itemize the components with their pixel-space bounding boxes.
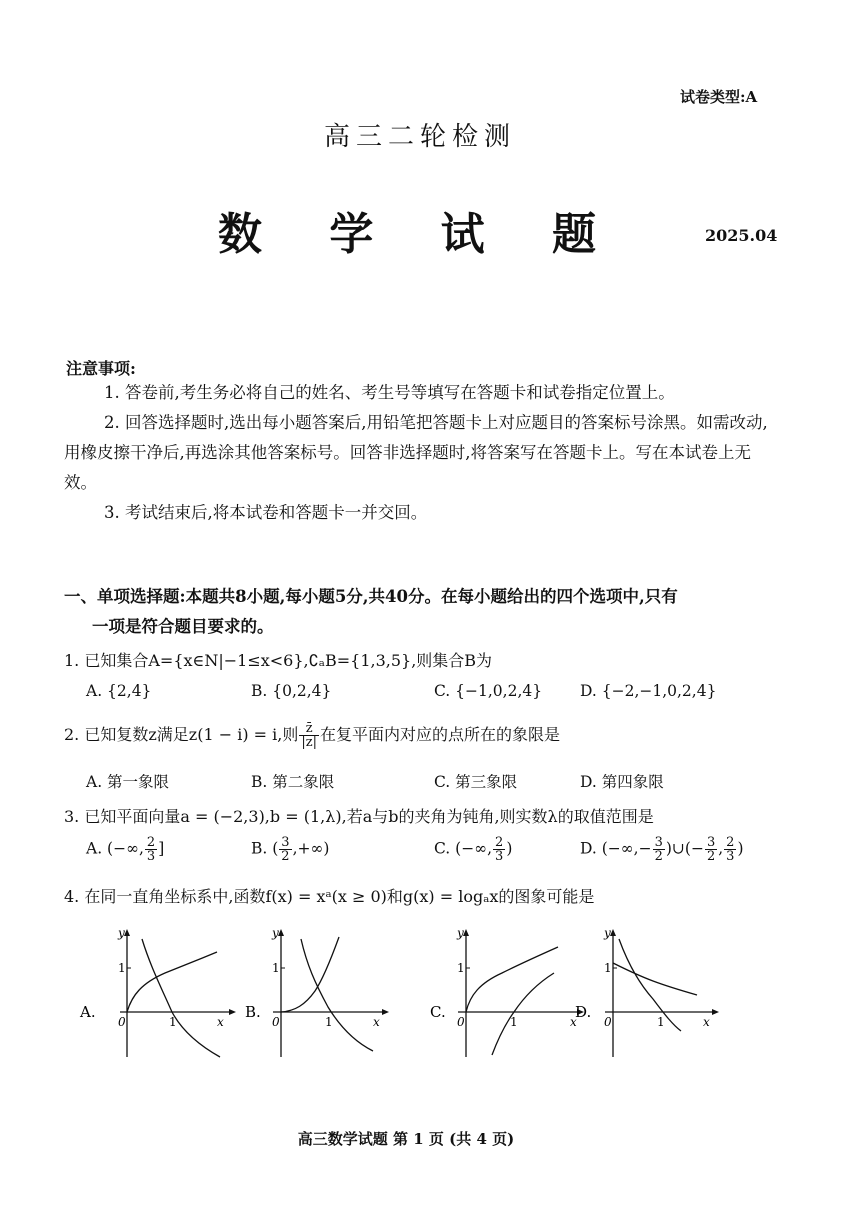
q2-fraction: [299, 722, 319, 749]
q4-graph-c: [430, 925, 590, 1065]
q4-graph-b: [245, 925, 395, 1065]
q3b-den: 2: [281, 849, 290, 864]
q1-option-c: C. {−1,0,2,4}: [434, 682, 543, 700]
graph-a-origin: 0: [118, 1015, 126, 1029]
q3d-num-1: 3: [654, 835, 663, 850]
q3a-frac: [145, 836, 157, 863]
q3d-frac-1: [653, 836, 665, 863]
graph-b-y-label: y: [272, 926, 279, 940]
q3d-den-3: 3: [726, 849, 735, 864]
graph-d-y-label: y: [604, 926, 611, 940]
graph-a-label: A.: [80, 1003, 96, 1021]
graph-d-label: D.: [575, 1003, 592, 1021]
question-1-stem: 1. 已知集合A={x∈N|−1≤x<6},∁ₐB={1,3,5},则集合B为: [64, 651, 493, 670]
graph-b-one-x: 1: [325, 1015, 333, 1029]
q3c-num: 2: [495, 835, 504, 850]
q3c-pre: C. (−∞,: [434, 839, 493, 858]
q3-option-c: [434, 836, 512, 863]
q2-frac-den: |z|: [301, 735, 317, 750]
q2-stem-post: 在复平面内对应的点所在的象限是: [319, 725, 560, 744]
q4-graph-a: [80, 925, 240, 1065]
notice-item-2: 2. 回答选择题时,选出每小题答案后,用铅笔把答题卡上对应题目的答案标号涂黑。如需改动,用橡皮擦干净后,再选涂其他答案标号。回答非选择题时,将答案写在答题卡上。写在本试卷上无效。: [64, 413, 768, 492]
question-3-options: [86, 836, 766, 872]
graph-a-x-label: x: [217, 1015, 224, 1029]
q3b-num: 3: [281, 835, 290, 850]
graph-d-one-x: 1: [657, 1015, 665, 1029]
notice-heading: 注意事项:: [66, 359, 136, 378]
graph-d-x-label: x: [703, 1015, 710, 1029]
q3c-frac: [493, 836, 505, 863]
q4-graph-d: [575, 925, 725, 1065]
q3d-num-2: 3: [706, 835, 716, 850]
graph-c-label: C.: [430, 1003, 446, 1021]
q2-frac-num: z̄: [299, 722, 319, 736]
graph-c-one-x: 1: [510, 1015, 518, 1029]
q3d-frac-3: [724, 836, 736, 863]
q1-option-b: B. {0,2,4}: [251, 682, 332, 700]
q3a-num: 2: [146, 835, 156, 850]
q3b-post: ,+∞): [292, 839, 330, 858]
q1-option-a: A. {2,4}: [86, 682, 152, 700]
paper-type-label: 试卷类型:A: [680, 88, 758, 106]
question-4-stem: 4. 在同一直角坐标系中,函数f(x) = xᵃ(x ≥ 0)和g(x) = logₐx的图象可能是: [64, 887, 595, 906]
graph-c-one-y: 1: [457, 961, 465, 975]
q2-option-d: D. 第四象限: [580, 773, 664, 791]
graph-b-one-y: 1: [272, 961, 280, 975]
q3-option-d: [580, 836, 744, 863]
notice-item-1: 1. 答卷前,考生务必将自己的姓名、考生号等填写在答题卡和试卷指定位置上。: [104, 383, 675, 402]
q3b-frac: [279, 836, 291, 863]
graph-c-x-label: x: [570, 1015, 577, 1029]
q3d-mid: )∪(−: [665, 839, 704, 858]
q2-option-c: C. 第三象限: [434, 773, 518, 791]
graph-d-one-y: 1: [604, 961, 612, 975]
q3d-post: ): [737, 839, 744, 858]
q3d-pre: D. (−∞,−: [580, 839, 652, 858]
q3a-post: ]: [158, 839, 165, 858]
q3d-frac-2: [705, 836, 717, 863]
question-2-stem: [64, 722, 784, 749]
q3c-den: 3: [495, 849, 504, 864]
section-1-heading-line1: 一、单项选择题:本题共8小题,每小题5分,共40分。在每小题给出的四个选项中,只有: [64, 587, 678, 606]
graph-b-label: B.: [245, 1003, 261, 1021]
exam-subtitle: 高三二轮检测: [323, 122, 516, 152]
question-2-options: [86, 770, 766, 790]
q3d-den-2: 2: [706, 849, 716, 864]
q3-option-b: [251, 836, 329, 863]
q2-option-a: A. 第一象限: [86, 773, 170, 791]
question-1-options: [86, 682, 766, 702]
page-footer: 高三数学试题 第 1 页 (共 4 页): [297, 1130, 515, 1148]
q3d-den-1: 2: [654, 849, 663, 864]
graph-c-origin: 0: [457, 1015, 465, 1029]
question-3-stem: 3. 已知平面向量a = (−2,3),b = (1,λ),若a与b的夹角为钝角,则实数λ的取值范围是: [64, 807, 654, 826]
notice-item-3: 3. 考试结束后,将本试卷和答题卡一并交回。: [104, 503, 428, 522]
q3c-post: ): [506, 839, 513, 858]
q3d-num-3: 2: [726, 835, 735, 850]
graph-b-origin: 0: [272, 1015, 280, 1029]
q2-option-b: B. 第二象限: [251, 773, 335, 791]
section-1-heading: [64, 582, 784, 642]
q3a-pre: A. (−∞,: [86, 839, 144, 858]
graph-b-x-label: x: [373, 1015, 380, 1029]
graph-d-origin: 0: [604, 1015, 612, 1029]
q3b-pre: B. (: [251, 839, 279, 858]
section-1-heading-line2: 一项是符合题目要求的。: [92, 617, 274, 636]
q3-option-a: [86, 836, 164, 863]
exam-date: 2025.04: [705, 226, 778, 245]
q3d-sep: ,: [718, 839, 724, 858]
graph-a-one-y: 1: [118, 961, 126, 975]
exam-title: 数 学 试 题: [218, 209, 622, 260]
graph-a-one-x: 1: [169, 1015, 177, 1029]
q3a-den: 3: [146, 849, 156, 864]
graph-a-y-label: y: [118, 926, 125, 940]
graph-c-y-label: y: [457, 926, 464, 940]
q2-stem-pre: 2. 已知复数z满足z(1 − i) = i,则: [64, 725, 299, 744]
q1-option-d: D. {−2,−1,0,2,4}: [580, 682, 717, 700]
